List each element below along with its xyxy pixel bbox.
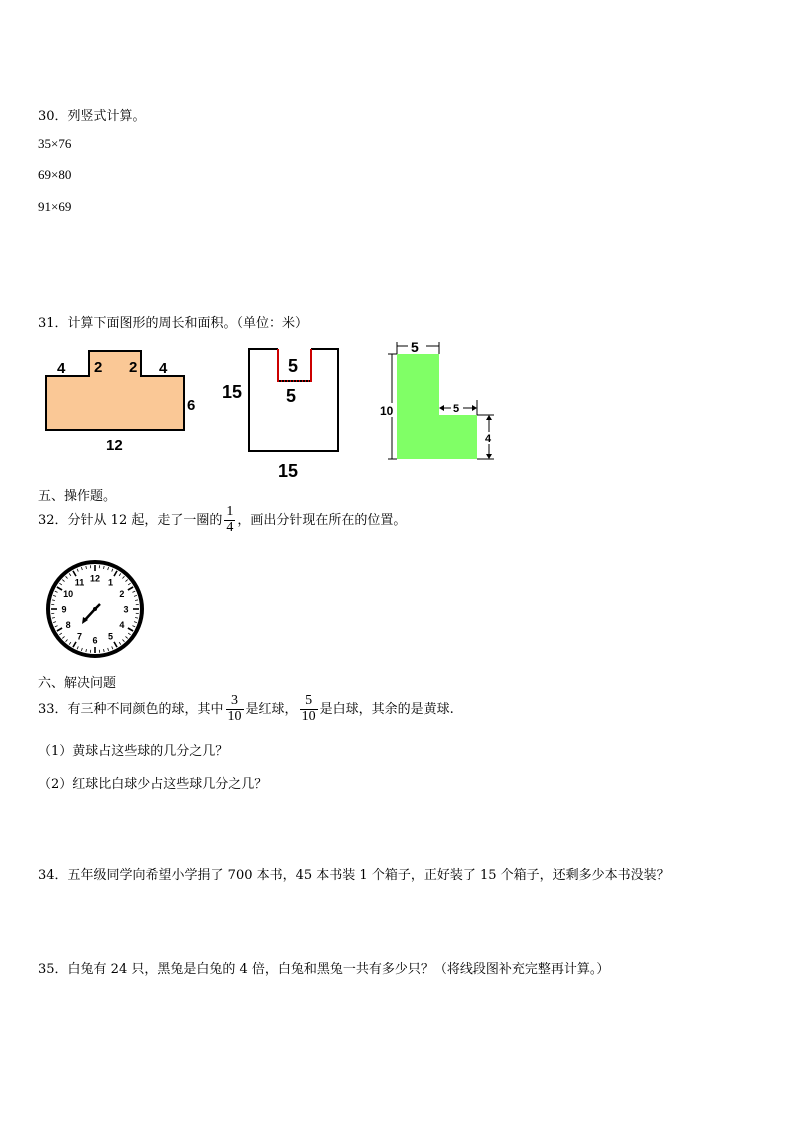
q33-fraction-white: [300, 694, 318, 724]
fig1-label-b: 2: [94, 359, 103, 376]
clock-number: 9: [61, 604, 67, 615]
q33-text-post: 是白球，其余的是黄球.: [319, 702, 454, 717]
calc-item-1: 35×76: [38, 136, 72, 151]
fig1-label-d: 4: [159, 360, 168, 377]
figure-2-notched-square: [222, 349, 338, 481]
clock-center: [93, 607, 97, 611]
q33-text-pre: 33．有三种不同颜色的球，其中: [38, 702, 224, 717]
calc-item-2: 69×80: [38, 167, 72, 182]
q31-title: 31．计算下面图形的周长和面积。（单位：米）: [38, 316, 309, 331]
section-6-heading: 六、解决问题: [38, 676, 117, 691]
q31-figures: [30, 340, 510, 485]
fig1-label-c: 2: [129, 359, 138, 376]
figure-3-l-shape: [379, 340, 495, 459]
q32-text-pre: 32．分针从 12 起，走了一圈的: [38, 513, 223, 528]
clock-number: 3: [123, 604, 129, 615]
q33-f2-den: 10: [301, 709, 316, 724]
q33-f1-den: 10: [227, 709, 242, 724]
clock-number: 10: [63, 589, 74, 599]
clock-number: 5: [107, 631, 114, 642]
calc-item-3: 91×69: [38, 199, 72, 214]
q30-title: 30．列竖式计算。: [38, 109, 146, 124]
q32-fraction: [224, 505, 235, 535]
fig2-label-top: 5: [288, 356, 299, 376]
section-5-heading: 五、操作题。: [38, 489, 117, 504]
clock-face[interactable]: [42, 560, 150, 660]
q32-text-post: ，画出分针现在所在的位置。: [237, 513, 407, 528]
q33-sub2: （2）红球比白球少占这些球几分之几？: [38, 777, 268, 792]
figure-3-polygon: [397, 354, 477, 459]
clock-number: 12: [89, 573, 101, 584]
q32-frac-den: 4: [226, 520, 234, 535]
q33-f2-num: 5: [305, 693, 313, 709]
figure-1-t-shape: [46, 351, 195, 454]
q32-frac-num: 1: [226, 504, 234, 520]
fig3-label-right: 4: [485, 433, 492, 445]
q35-text: 35．白兔有 24 只，黑兔是白兔的 4 倍，白兔和黑兔一共有多少只？（将线段图补充完整再计算。）: [38, 962, 610, 977]
fig3-label-top: 5: [411, 340, 419, 355]
clock-number: 1: [107, 577, 114, 588]
clock-number: 8: [65, 620, 71, 630]
q34-text: 34．五年级同学向希望小学捐了 700 本书，45 本书装 1 个箱子，正好装了 15 个箱子，还剩多少本书没装？: [38, 868, 670, 883]
clock-number: 4: [119, 620, 125, 630]
q33-sub1: （1）黄球占这些球的几分之几？: [38, 744, 229, 759]
fig2-label-bottom: 15: [278, 461, 299, 481]
clock-number: 11: [74, 577, 85, 588]
q33-fraction-red: [226, 694, 244, 724]
fig1-label-h: 6: [187, 397, 196, 414]
clock-number: 2: [119, 589, 125, 599]
clock-number: 6: [92, 635, 98, 646]
fig2-label-inner: 5: [286, 386, 297, 406]
fig3-label-mid: 5: [453, 403, 460, 415]
q33-text: [38, 691, 454, 729]
fig1-label-a: 4: [57, 360, 66, 377]
fig1-label-w: 12: [106, 437, 123, 454]
q33-f1-num: 3: [231, 693, 239, 709]
fig3-label-left: 10: [380, 404, 394, 418]
clock-number: 7: [76, 631, 83, 642]
fig2-label-side: 15: [222, 382, 243, 402]
q33-text-mid: 是红球，: [245, 702, 298, 717]
q32-text: [38, 505, 406, 537]
